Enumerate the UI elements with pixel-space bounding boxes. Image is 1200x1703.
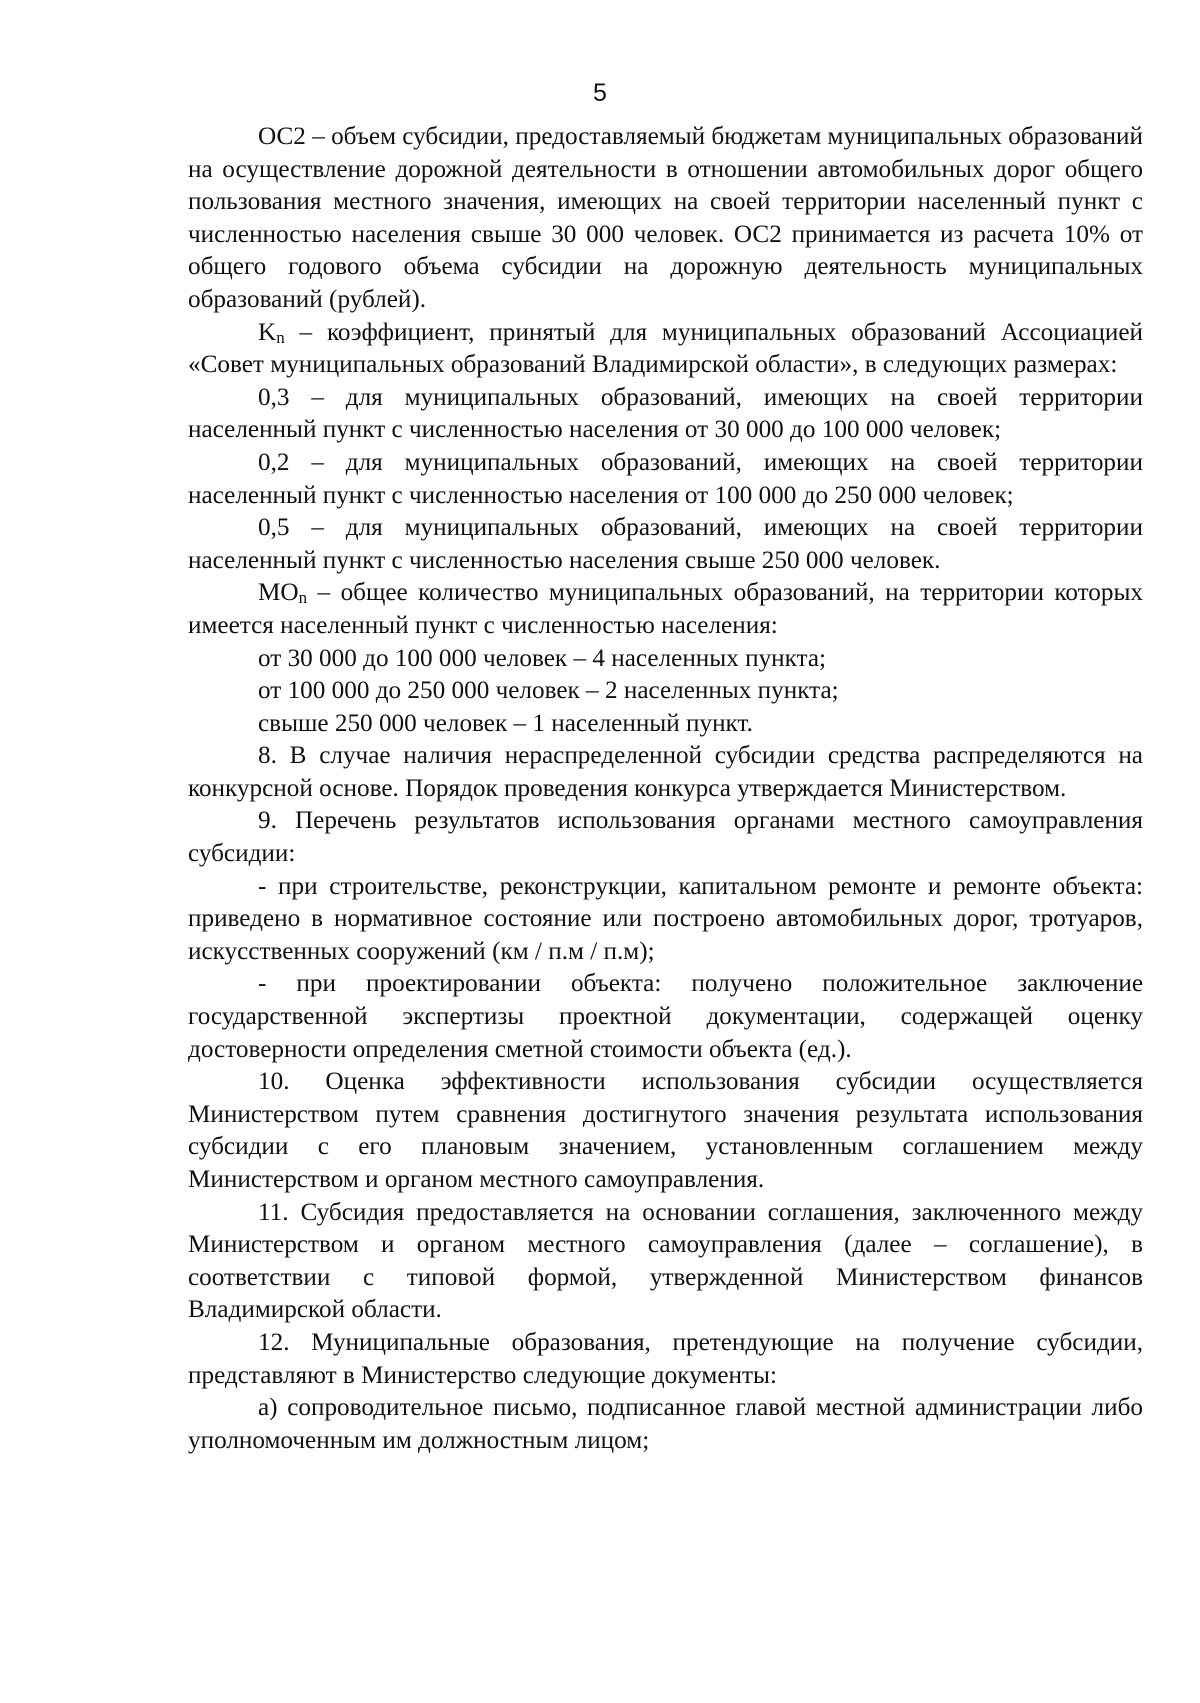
clause-12-item-a: а) сопроводительное письмо, подписанное главой местной администрации либо уполномоченным им должностным лицом;: [188, 1394, 1143, 1454]
document-body: [188, 121, 1143, 1457]
list-item-30k-100k: от 30 000 до 100 000 человек – 4 населенных пункта;: [258, 644, 827, 672]
clause-10: 10. Оценка эффективности использования субсидии осуществляется Министерством путем сравнения достигнутого значения результата использования субсидии с его плановым значением, установленным соглашением между Министерством и органом местного самоуправления.: [188, 1068, 1143, 1193]
clause-9: 9. Перечень результатов использования органами местного самоуправления субсидии:: [188, 807, 1143, 868]
clause-9-item-construction: - при строительстве, реконструкции, капитальном ремонте и ремонте объекта: приведено в нормативное состояние или построено автомобильных дорог, тротуаров, искусственных сооружений (км / п.м / п.м);: [188, 872, 1143, 965]
paragraph-os2-definition: ОС2 – объем субсидии, предоставляемый бюджетам муниципальных образований на осуществление дорожной деятельности в отношении автомобильных дорог общего пользования местного значения, имеющих на своей территории населенный пункт с численностью населения свыше 30 000 человек. ОС2 принимается из расчета 10% от общего годового объема субсидии на дорожную деятельность муниципальных образований (рублей).: [188, 123, 1143, 313]
mon-definition-text: – общее количество муниципальных образований, на территории которых имеется населенный пункт с численностью населения:: [188, 579, 1143, 639]
paragraph-coefficient-0-2: 0,2 – для муниципальных образований, имеющих на своей территории населенный пункт с численностью населения от 100 000 до 250 000 человек;: [188, 448, 1143, 509]
list-item-100k-250k: от 100 000 до 250 000 человек – 2 населенных пункта;: [258, 677, 839, 705]
kn-symbol: K: [258, 318, 277, 346]
clause-12: 12. Муниципальные образования, претендующие на получение субсидии, представляют в Министерство следующие документы:: [188, 1328, 1143, 1389]
mon-subscript: n: [298, 588, 308, 608]
page-number: 5: [593, 79, 607, 107]
clause-8: 8. В случае наличия нераспределенной субсидии средства распределяются на конкурсной основе. Порядок проведения конкурса утверждается Министерством.: [188, 742, 1143, 802]
paragraph-mon-definition: [188, 577, 1143, 642]
kn-definition-text: – коэффициент, принятый для муниципальных образований Ассоциацией «Совет муниципальных образований Владимирской области», в следующих размерах:: [188, 318, 1143, 379]
kn-subscript: n: [276, 327, 285, 347]
paragraph-kn-definition: [188, 317, 1143, 382]
paragraph-coefficient-0-3: 0,3 – для муниципальных образований, имеющих на своей территории населенный пункт с численностью населения от 30 000 до 100 000 человек;: [188, 383, 1143, 444]
clause-9-item-design: - при проектировании объекта: получено положительное заключение государственной экспертизы проектной документации, содержащей оценку достоверности определения сметной стоимости объекта (ед.).: [188, 970, 1143, 1063]
list-item-over-250k: свыше 250 000 человек – 1 населенный пункт.: [258, 709, 753, 737]
clause-11: 11. Субсидия предоставляется на основании соглашения, заключенного между Министерством и органом местного самоуправления (далее – соглашение), в соответствии с типовой формой, утвержденной Министерством финансов Владимирской области.: [188, 1198, 1143, 1324]
mon-symbol: MO: [258, 579, 299, 607]
paragraph-coefficient-0-5: 0,5 – для муниципальных образований, имеющих на своей территории населенный пункт с численностью населения свыше 250 000 человек.: [188, 514, 1143, 574]
